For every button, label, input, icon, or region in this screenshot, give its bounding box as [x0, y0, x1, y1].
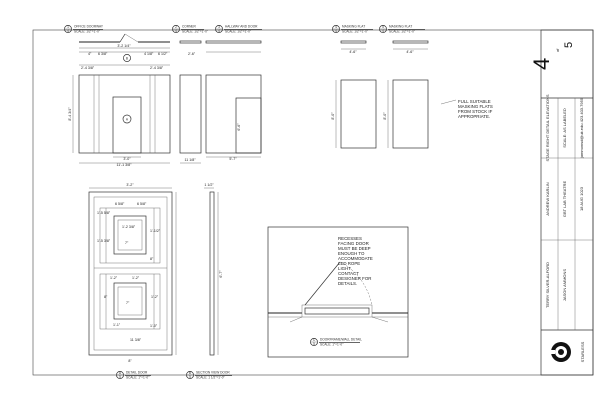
view-label-corner	[172, 25, 208, 34]
date-text: 18 AUG 1023	[579, 186, 584, 212]
contact-email: jammonsd@uk.edu 423.403.7955	[579, 97, 584, 159]
callout-detail-door	[116, 371, 151, 380]
dim-top-a: 4"	[88, 52, 92, 56]
svg-text:MASKING FLAT: MASKING FLAT	[389, 24, 413, 29]
svg-text:1'-2": 1'-2"	[132, 276, 140, 280]
svg-text:SCALE: 1"=1'-0": SCALE: 1"=1'-0"	[320, 342, 344, 347]
svg-text:6 5/8": 6 5/8"	[137, 202, 147, 206]
dim-top-overall: 3'-2 1/4"	[117, 44, 131, 48]
logo-text: STARLESS	[580, 341, 585, 363]
svg-text:SCALE: 1/2"=1'-0": SCALE: 1/2"=1'-0"	[342, 29, 368, 34]
dim-top-c: 4 1/8"	[144, 52, 154, 56]
svg-text:RECESSES: RECESSES	[338, 236, 362, 241]
svg-text:SCALE: 1 1/2"=1'-0": SCALE: 1 1/2"=1'-0"	[196, 375, 225, 380]
plan-office-doorway	[79, 34, 170, 42]
sheet-number: 4	[529, 57, 554, 70]
svg-text:3: 3	[218, 25, 220, 29]
svg-text:5: 5	[313, 342, 315, 346]
masking-flat-2	[383, 49, 428, 148]
dim-height: 8'-4 3/4"	[68, 107, 72, 121]
svg-text:1'-2 3/8": 1'-2 3/8"	[122, 225, 136, 229]
svg-text:1'-1": 1'-1"	[113, 323, 121, 327]
plan-hallway-door	[206, 41, 261, 43]
svg-text:4: 4	[175, 29, 177, 33]
dim-door-bottom: 8"	[128, 359, 132, 363]
svg-text:B: B	[188, 371, 192, 375]
sheet-of: of	[555, 48, 560, 52]
svg-text:OFFICE DOORWAY: OFFICE DOORWAY	[74, 24, 103, 29]
svg-text:MASKING FLATS: MASKING FLATS	[458, 104, 493, 109]
title-block	[529, 30, 593, 375]
svg-text:LIGHT.: LIGHT.	[338, 266, 352, 271]
view-label-masking-flat-2	[379, 25, 425, 34]
svg-text:SCALE: 1/2"=1'-0": SCALE: 1/2"=1'-0"	[225, 29, 251, 34]
designer-name: ANDREW KARLIN	[545, 182, 550, 216]
drawing-title: STAGE RIGHT DETAIL ELEVATIONS	[545, 94, 550, 162]
svg-text:C: C	[312, 338, 316, 342]
dim-mask2-width: 4'-6"	[406, 50, 414, 54]
callout-doorframe-detail	[310, 338, 362, 347]
svg-text:DETAIL DOOR: DETAIL DOOR	[126, 370, 148, 375]
svg-text:SCALE: 1/2"=1'-0": SCALE: 1/2"=1'-0"	[74, 29, 100, 34]
svg-text:APPROPRIATE.: APPROPRIATE.	[458, 114, 491, 119]
svg-text:SECTION VIEW DOOR: SECTION VIEW DOOR	[196, 370, 230, 375]
view-label-hallway-door	[215, 25, 262, 34]
svg-text:LED ROPE: LED ROPE	[338, 261, 361, 266]
dim-second-left: 2'-4 3/8"	[81, 66, 95, 70]
svg-text:MASKING FLAT: MASKING FLAT	[342, 24, 366, 29]
svg-text:B: B	[125, 56, 129, 61]
svg-text:1: 1	[67, 25, 69, 29]
svg-text:HALLWAY AND DOOR: HALLWAY AND DOOR	[225, 24, 258, 29]
view-label-office-doorway	[64, 25, 103, 34]
dim-mask1-width: 4'-6"	[349, 50, 357, 54]
starless-logo	[549, 341, 585, 362]
masking-flat-1	[331, 49, 376, 148]
svg-text:MUST BE DEEP: MUST BE DEEP	[338, 246, 371, 251]
svg-text:8": 8"	[104, 295, 108, 299]
dim-section-height: 6'-7"	[219, 270, 223, 278]
svg-text:FACING DOOR: FACING DOOR	[338, 241, 369, 246]
plan-masking-flat-2	[393, 41, 428, 43]
svg-text:DETAILS.: DETAILS.	[338, 281, 358, 286]
door-marker-a: A	[125, 117, 129, 122]
dim-section-depth: 1 1/2"	[204, 183, 214, 187]
dim-overall-width: 11'-1 3/8"	[116, 163, 132, 167]
director-name: JASON AMMONS	[562, 268, 567, 302]
svg-text:1'-2": 1'-2"	[151, 295, 159, 299]
svg-text:SCALE: 1"=1'-0": SCALE: 1"=1'-0"	[126, 375, 150, 380]
dim-top-d: 6 1/2"	[158, 52, 168, 56]
sheet-total: 5	[563, 41, 575, 48]
dim-door-width: 3'-0"	[123, 157, 131, 161]
office-doorway-elevation	[68, 44, 170, 167]
svg-text:1'-1/2": 1'-1/2"	[150, 229, 161, 233]
svg-text:1'-2": 1'-2"	[110, 276, 118, 280]
svg-text:1'-5 3/8": 1'-5 3/8"	[97, 239, 111, 243]
dim-mask2-height: 8'-0"	[383, 112, 387, 120]
dim-corner-top: 2'-6"	[188, 52, 196, 56]
dim-hall-width: 5'-7"	[229, 157, 237, 161]
detail-door	[89, 183, 176, 363]
venue-name: GBT LAB THEATRE	[562, 180, 567, 218]
svg-text:7": 7"	[126, 301, 130, 305]
dim-corner-width: 11 1/8"	[184, 158, 196, 162]
dim-second-right: 2'-4 3/8"	[150, 66, 164, 70]
svg-text:FULL SUITABLE: FULL SUITABLE	[458, 99, 491, 104]
svg-text:4: 4	[382, 29, 384, 33]
svg-text:CORNER: CORNER	[182, 24, 196, 29]
svg-text:7": 7"	[125, 241, 129, 245]
dim-hall-height: 6'-6"	[237, 123, 241, 131]
svg-text:ACCOMMODATE: ACCOMMODATE	[338, 256, 373, 261]
svg-text:5: 5	[189, 375, 191, 379]
svg-text:ENOUGH TO: ENOUGH TO	[338, 251, 365, 256]
svg-text:1'-5 5/8": 1'-5 5/8"	[97, 211, 111, 215]
svg-text:4: 4	[67, 29, 69, 33]
svg-text:SCALE: 1/2"=1'-0": SCALE: 1/2"=1'-0"	[389, 29, 415, 34]
corner-elevation	[180, 52, 201, 163]
svg-text:4: 4	[335, 29, 337, 33]
scale-text: SCALE: AS LABELED	[562, 108, 567, 148]
plan-corner	[180, 41, 201, 43]
svg-text:A: A	[118, 371, 122, 375]
dim-door-overall-width: 3'-2"	[126, 183, 134, 187]
svg-text:SCALE: 1/2"=1'-0": SCALE: 1/2"=1'-0"	[182, 29, 208, 34]
svg-text:4: 4	[335, 25, 337, 29]
hallway-door-elevation	[206, 52, 261, 161]
svg-text:1'-0": 1'-0"	[150, 324, 158, 328]
section-marker-b	[123, 54, 130, 61]
svg-text:2: 2	[175, 25, 177, 29]
svg-text:11 3/8": 11 3/8"	[130, 338, 142, 342]
masking-note	[441, 99, 493, 119]
svg-text:5: 5	[382, 25, 384, 29]
svg-text:6 5/8": 6 5/8"	[115, 202, 125, 206]
svg-text:4: 4	[218, 29, 220, 33]
dim-mask1-height: 8'-0"	[331, 112, 335, 120]
svg-text:FROM STOCK IF: FROM STOCK IF	[458, 109, 493, 114]
svg-text:8": 8"	[150, 257, 154, 261]
svg-text:DESIGNER FOR: DESIGNER FOR	[338, 276, 372, 281]
svg-text:DOORFRAME/WALL DETAIL: DOORFRAME/WALL DETAIL	[320, 337, 362, 342]
section-view-door	[204, 183, 223, 355]
view-label-masking-flat-1	[332, 25, 373, 34]
svg-text:CONTACT: CONTACT	[338, 271, 359, 276]
drawn-by: TERRY SILVER-ALFORD	[545, 261, 550, 309]
dim-top-b: 6 3/8"	[98, 52, 108, 56]
plan-masking-flat-1	[341, 41, 366, 43]
svg-text:5: 5	[119, 375, 121, 379]
